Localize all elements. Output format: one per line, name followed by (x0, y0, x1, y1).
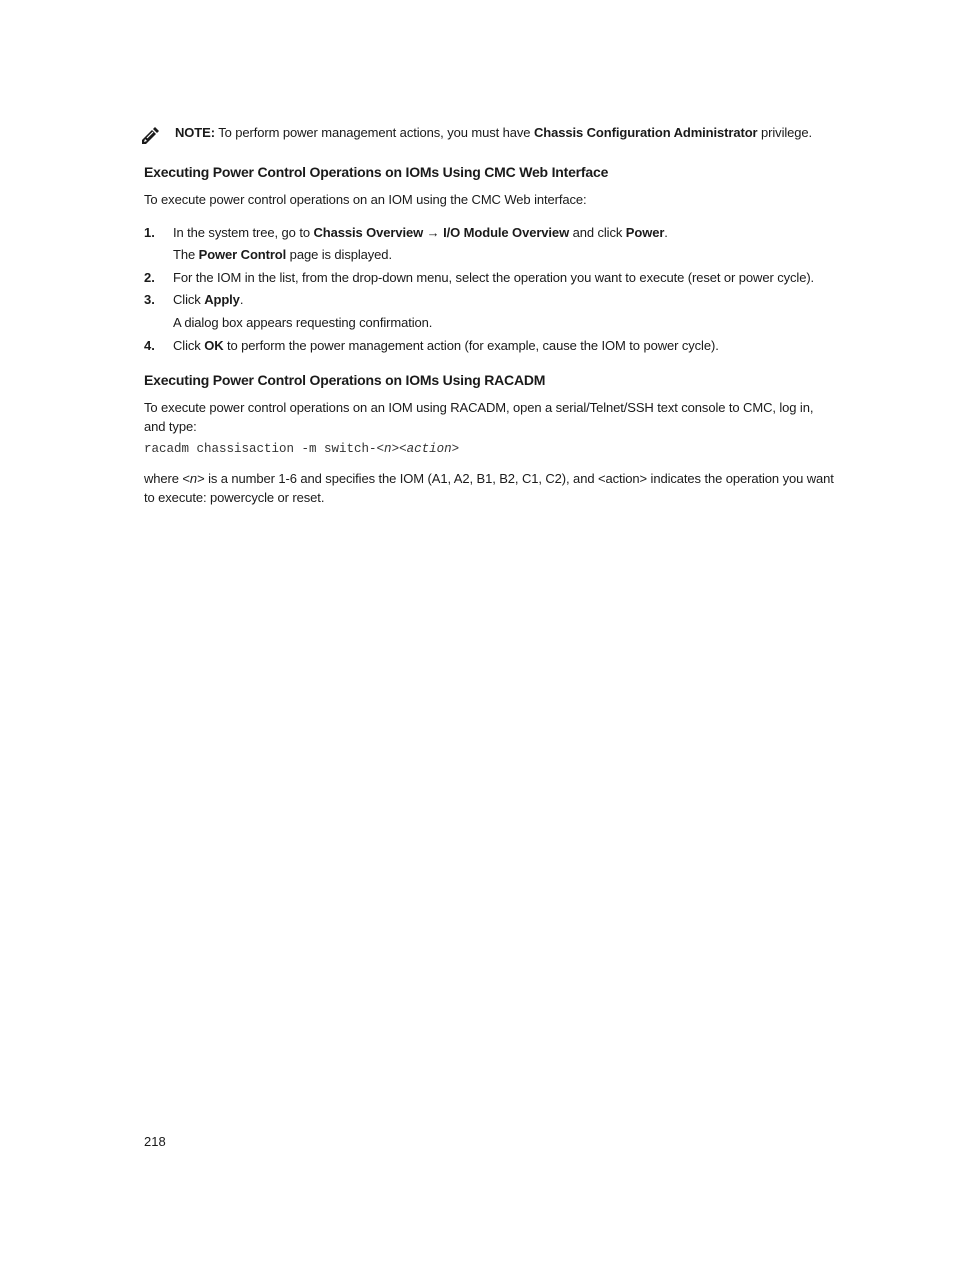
power-label: Power (625, 225, 665, 240)
note-text-after: privilege. (757, 125, 813, 140)
arrow-glyph: → (423, 225, 444, 240)
step-2-text: For the IOM in the list, from the drop-down menu, select the operation you want to execute (reset or power cycle). (173, 270, 815, 285)
step-4-pre: Click (173, 338, 205, 353)
step-3-post: . (239, 292, 244, 307)
step-3-text (173, 291, 853, 309)
note-text-before: To perform power management actions, you must have (214, 125, 534, 140)
step-1-result-pre: The (173, 247, 199, 262)
step-1-number: 1. (144, 225, 155, 240)
racadm-where-line1 (144, 469, 844, 488)
section-web-intro: To execute power control operations on an IOM using the CMC Web interface: (144, 192, 587, 207)
chassis-overview-label: Chassis Overview (313, 225, 424, 240)
code-pre: racadm chassisaction -m switch-< (144, 442, 385, 456)
section-heading-web: Executing Power Control Operations on IOMs Using CMC Web Interface (144, 164, 609, 180)
page-number: 218 (144, 1134, 166, 1149)
step-4-text (173, 337, 853, 355)
io-module-overview-label: I/O Module Overview (443, 225, 570, 240)
note-callout (141, 124, 861, 145)
step-1-part2: and click (569, 225, 626, 240)
note-label: NOTE: (175, 125, 215, 140)
code-mid: >< (391, 442, 407, 456)
step-3-number: 3. (144, 292, 155, 307)
where-line1-post: > is a number 1-6 and specifies the IOM (A1, A2, B1, B2, C1, C2), and <action> indicates the operation you want (197, 471, 834, 486)
step-3-result: A dialog box appears requesting confirmation. (173, 315, 433, 330)
step-1-result (173, 246, 853, 264)
code-n-placeholder: n (384, 442, 392, 456)
racadm-intro-line1: To execute power control operations on an IOM using RACADM, open a serial/Telnet/SSH text console to CMC, log in, (144, 400, 814, 415)
step-2-number: 2. (144, 270, 155, 285)
power-control-page-label: Power Control (198, 247, 287, 262)
racadm-intro-line2: and type: (144, 419, 197, 434)
code-post: > (451, 442, 460, 456)
pencil-note-icon (141, 125, 161, 145)
note-privilege: Chassis Configuration Administrator (533, 125, 758, 140)
step-1-part1: In the system tree, go to (173, 225, 314, 240)
racadm-command (144, 440, 459, 458)
where-pre: where < (144, 471, 190, 486)
apply-label: Apply (204, 292, 240, 307)
code-action-placeholder: action (406, 442, 452, 456)
where-n: n (189, 471, 198, 486)
step-4-number: 4. (144, 338, 155, 353)
step-1-result-post: page is displayed. (286, 247, 392, 262)
step-1-text (173, 224, 853, 242)
step-3-pre: Click (173, 292, 205, 307)
step-4-post: to perform the power management action (for example, cause the IOM to power cycle). (223, 338, 719, 353)
step-1-part3: . (664, 225, 668, 240)
racadm-where-line2: to execute: powercycle or reset. (144, 490, 325, 505)
note-text (175, 124, 812, 142)
ok-label: OK (204, 338, 224, 353)
section-heading-racadm: Executing Power Control Operations on IOMs Using RACADM (144, 372, 546, 388)
